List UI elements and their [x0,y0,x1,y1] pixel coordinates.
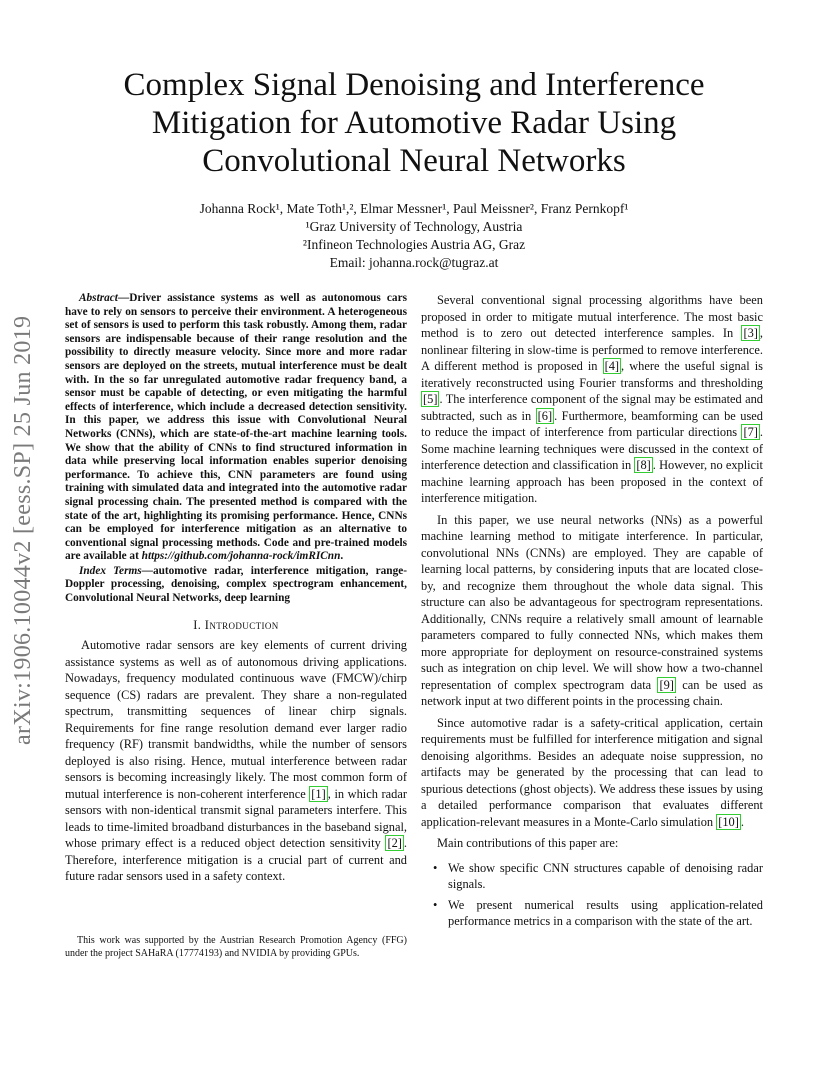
intro-paragraph-1 [65,637,407,885]
list-item [421,897,763,930]
nn-paragraph [421,512,763,710]
nn-text-a: In this paper, we use neural networks (NNs) as a powerful machine learning method to mitigate interference. In particular, convolutional NNs (CNNs) are employed. They are capable of learning local patterns, by considering inputs that are located close-by, and recognize them throughout the whole data signal. This structure can also be advantageous for spectrogram representations. Additionally, CNNs require a relatively small amount of learnable parameters compared to fully connected NNs, which makes them more appropriate for deployment on resource-constrained systems such as integration on chip level. We will show how a two-channel representation of complex spectrogram data [421,512,763,692]
rw-text-a: Several conventional signal processing algorithms have been proposed in order to mitigate mutual interference. The most basic method is to zero out detected interference samples. In [421,293,763,340]
related-work-paragraph [421,292,763,507]
rw-text-f: . Some machine learning techniques were discussed in the context of interference detection and classification in [421,425,763,472]
citation-5[interactable]: [5] [423,392,438,406]
citation-8[interactable]: [8] [636,458,651,472]
contributions-intro: Main contributions of this paper are: [437,836,619,850]
safety-text-a: Since automotive radar is a safety-critical application, certain requirements must be fulfilled for interference mitigation and signal denoising algorithms. Besides an adequate noise suppression, no artifacts may be generated by the processing that can lead to spurious detections (ghost objects). We address these issues by using a detailed performance comparison that evaluates different application-relevant measures in a Monte-Carlo simulation [421,715,763,829]
abstract-lead: Abstract [79,292,118,304]
affiliation-2: ²Infineon Technologies Austria AG, Graz [302,237,526,252]
bullet-icon: • [433,860,438,875]
citation-3[interactable]: [3] [743,326,758,340]
citation-7[interactable]: [7] [743,425,758,439]
arxiv-identifier: arXiv:1906.10044v2 [eess.SP] 25 Jun 2019 [10,315,36,745]
contribution-text-1: We show specific CNN structures capable of denoising radar signals. [448,860,763,891]
contribution-text-2: We present numerical results using application-related performance metrics in a comparison with the state of the art. [448,897,763,928]
abstract [65,292,407,564]
abstract-end: . [340,550,344,563]
safety-text-b: . [740,814,744,829]
left-column [65,292,407,885]
index-terms-body: —automotive radar, interference mitigation, range-Doppler processing, denoising, complex spectrogram enhancement, Convolutional Neural Networks, deep learning [65,564,407,605]
contributions-list [421,860,763,930]
right-column [421,292,763,934]
citation-4[interactable]: [4] [604,359,620,373]
intro-text-c: . Therefore, interference mitigation is a crucial part of current and future radar sensors used in a safety context. [65,836,407,884]
section-heading-introduction: I. Introduction [193,617,279,632]
citation-10[interactable]: [10] [718,814,739,829]
citation-9[interactable]: [9] [659,677,674,692]
citation-1[interactable]: [1] [311,786,326,801]
code-url-link[interactable]: https://github.com/johanna-rock/imRICnn [141,550,341,563]
bullet-icon: • [433,897,438,912]
author-names: Johanna Rock¹, Mate Toth¹,², Elmar Messner¹, Paul Meissner², Franz Pernkopf¹ [199,201,629,216]
intro-text-b: , in which radar sensors with non-identical transmit signal parameters interfere. This leads to time-limited broadband disturbances in the baseband signal, whose primary effect is a reduced object detection sensitivity [65,786,407,851]
paper-title: Complex Signal Denoising and Interference Mitigation for Automotive Radar Using Convolutional Neural Networks [123,67,705,179]
rw-text-g: . However, no explicit machine learning approach has been proposed in the context of interference mitigation. [421,458,763,505]
funding-footnote: This work was supported by the Austrian Research Promotion Agency (FFG) under the project SAHaRA (17774193) and NVIDIA by providing GPUs. [65,935,407,959]
index-terms-lead: Index Terms [79,564,142,577]
citation-6[interactable]: [6] [537,408,553,423]
author-email: Email: johanna.rock@tugraz.at [329,255,499,270]
rw-text-d: . The interference component of the signal may be estimated and subtracted, such as in [421,392,763,423]
author-block [90,200,738,272]
rw-text-b: , nonlinear filtering in slow-time is performed to remove interference. A different method is proposed in [421,326,763,373]
safety-paragraph [421,715,763,831]
citation-2[interactable]: [2] [387,836,402,851]
list-item [421,860,763,893]
rw-text-c: , where the useful signal is iteratively reconstructed using Fourier transforms and thresholding [421,359,763,390]
index-terms [65,565,407,606]
nn-text-b: can be used as network input at two different points in the processing chain. [421,677,763,708]
intro-text-a: Automotive radar sensors are key elements of current driving assistance systems as well as of autonomous driving applications. Nowadays, frequency modulated continuous wave (FMCW)/chirp sequence (CS) radars are prevalent. They share a non-regulated spectrum, transmitting sequences of linear chirp signals. Requirements for fine range resolution demand ever larger radio frequency (RF) transmit bandwidths, while the number of sensors deployed is also rising. Hence, mutual interference between radar sensors is becoming increasingly likely. The most common form of mutual interference is non-coherent interference [65,638,407,801]
affiliation-1: ¹Graz University of Technology, Austria [305,219,523,234]
rw-text-e: . Furthermore, beamforming can be used to reduce the impact of interference from particular directions [421,408,764,439]
abstract-body: —Driver assistance systems as well as autonomous cars have to rely on sensors to perceive their environment. A heterogeneous set of sensors is used to perform this task robustly. Among them, radar sensors are indispensable because of their range resolution and the possibility to directly measure velocity. Since more and more radar sensors are deployed on the streets, mutual interference must be dealt with. In the so far unregulated automotive radar frequency band, a sensor must be capable of detecting, or even mitigating the harmful effects of interference, which include a decreased detection sensitivity. In this paper, we address this issue with Convolutional Neural Networks (CNNs), which are state-of-the-art machine learning tools. We show that the ability of CNNs to find structured information in data while preserving local information enables superior denoising performance. To achieve this, CNN parameters are found using training with simulated data and integrated into the automotive radar signal processing chain. The presented method is compared with the state of the art, highlighting its promising performance. Hence, CNNs can be employed for interference mitigation as an alternative to conventional signal processing methods. Code and pre-trained models are available at [65,292,407,563]
